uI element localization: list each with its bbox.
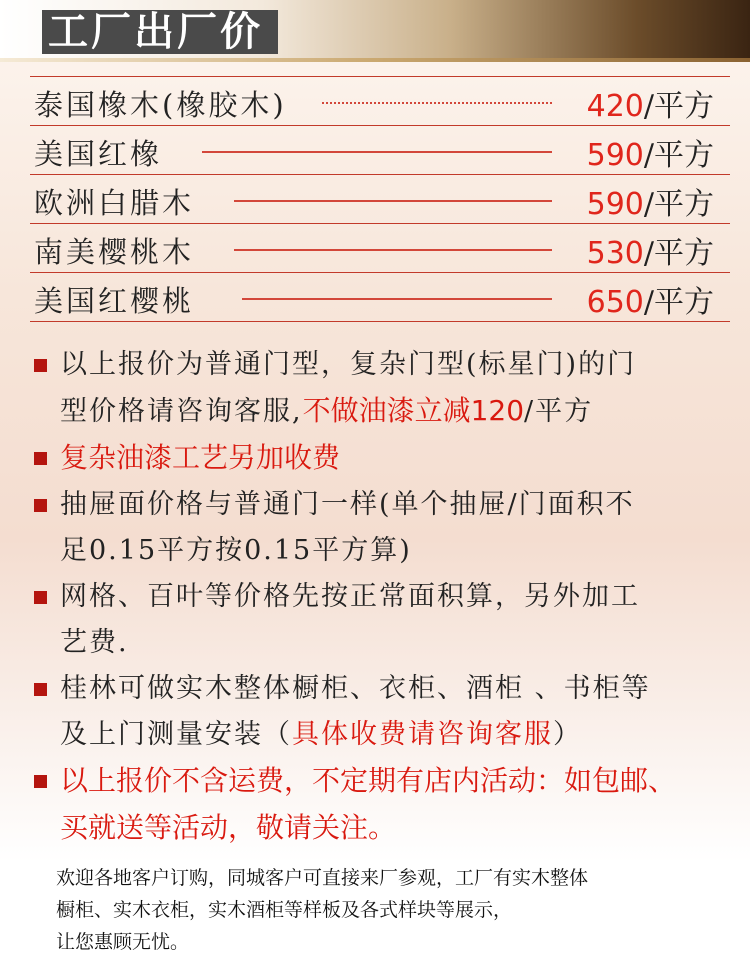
price-row: [30, 273, 730, 322]
price-value: [587, 228, 714, 272]
price-table: [30, 76, 730, 322]
note-text-part: 型价格请咨询客服,: [60, 396, 303, 427]
note-text: 以上报价为普通门型，复杂门型(标星门)的门: [60, 349, 637, 380]
wood-name: 泰国橡木(橡胶木): [34, 88, 287, 122]
leader-line: [234, 249, 552, 251]
price-number: 650: [586, 285, 644, 320]
price-unit: /平方: [643, 89, 714, 124]
price-value: [587, 179, 714, 223]
note-text: 足0.15平方按0.15平方算): [60, 535, 412, 566]
price-unit: /平方: [643, 187, 714, 222]
note-highlight: 以上报价不含运费，不定期有店内活动：如包邮、: [60, 764, 677, 797]
wood-name: 美国红樱桃: [34, 284, 195, 318]
footer-line: 橱柜、实木衣柜，实木酒柜等样板及各式样块等展示，: [56, 899, 513, 921]
note-text: [60, 805, 734, 852]
note-text: 桂林可做实木整体橱柜、衣柜、酒柜 、书柜等: [60, 673, 651, 704]
bullet-square-icon: [34, 452, 47, 465]
footer-text: [56, 862, 736, 958]
note-item: [34, 482, 734, 574]
note-item: [34, 574, 734, 666]
price-number: 590: [586, 187, 644, 222]
page-title: 工厂出厂价: [42, 10, 278, 54]
note-item: [34, 758, 734, 852]
price-value: [587, 277, 714, 321]
header-banner: [0, 0, 750, 62]
note-highlight: 复杂油漆工艺另加收费: [60, 441, 341, 474]
price-row: [30, 175, 730, 224]
note-text: 艺费.: [60, 627, 129, 658]
price-number: 590: [586, 138, 644, 173]
wood-name: 南美樱桃木: [34, 235, 195, 269]
leader-line: [234, 200, 552, 202]
note-text: [60, 758, 734, 805]
price-unit: /平方: [643, 285, 714, 320]
price-unit: /平方: [643, 138, 714, 173]
price-number: 530: [586, 236, 644, 271]
bullet-square-icon: [34, 591, 47, 604]
wood-name: 欧洲白腊木: [34, 186, 195, 220]
note-text: 抽屉面价格与普通门一样(单个抽屉/门面积不: [60, 489, 635, 520]
bullet-square-icon: [34, 775, 47, 788]
note-text: [60, 388, 734, 435]
note-text-part: /平方: [524, 396, 594, 427]
price-value: [587, 81, 714, 125]
note-text: [60, 435, 734, 482]
note-highlight: 不做油漆立减120: [302, 394, 525, 427]
note-item: [34, 666, 734, 758]
note-highlight: 买就送等活动，敬请关注。: [60, 811, 397, 844]
price-value: [587, 130, 714, 174]
price-unit: /平方: [643, 236, 714, 271]
price-row: [30, 126, 730, 175]
price-number: 420: [586, 89, 644, 124]
note-text-part: 及上门测量安装（: [60, 719, 292, 750]
leader-line: [242, 298, 552, 300]
footer-line: 让您惠顾无忧。: [56, 931, 190, 953]
bullet-square-icon: [34, 359, 47, 372]
note-item: [34, 435, 734, 482]
price-row: [30, 76, 730, 126]
note-item: [34, 342, 734, 435]
leader-line: [202, 151, 552, 153]
leader-line: [322, 102, 552, 104]
header-gold-strip: [0, 58, 750, 62]
note-text-part: ）: [553, 719, 582, 750]
footer-line: 欢迎各地客户订购，同城客户可直接来厂参观，工厂有实木整体: [56, 867, 589, 889]
wood-name: 美国红橡: [34, 137, 163, 171]
note-highlight: 具体收费请咨询客服: [292, 719, 553, 750]
price-row: [30, 224, 730, 273]
bullet-square-icon: [34, 683, 47, 696]
bullet-square-icon: [34, 499, 47, 512]
note-text: [60, 712, 734, 758]
notes-list: [34, 342, 734, 852]
note-text: 网格、百叶等价格先按正常面积算，另外加工: [60, 581, 640, 612]
